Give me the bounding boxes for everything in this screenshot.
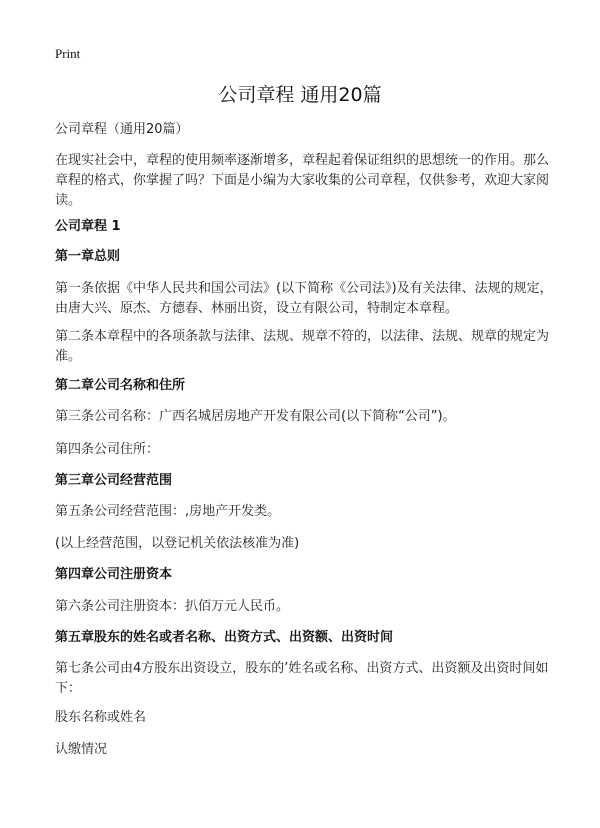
- article-5-paragraph: 第五条公司经营范围：,房地产开发类。: [55, 504, 281, 519]
- chapter-2-heading: 第二章公司名称和住所: [55, 378, 186, 393]
- article-7-paragraph: 第七条公司由4方股东出资设立，股东的’姓名或名称、出资方式、出资额及出资时间如下：: [55, 661, 549, 696]
- chapter-1-heading: 第一章总则: [55, 249, 121, 264]
- article-2-paragraph: 第二条本章程中的各项条款与法律、法规、规章不符的，以法律、法规、规章的规定为准。: [55, 329, 550, 364]
- article-6-paragraph: 第六条公司注册资本：扒佰万元人民币。: [55, 599, 290, 614]
- subscription-label: 认缴情况: [55, 742, 108, 757]
- page-title: 公司章程 通用20篇: [218, 84, 382, 106]
- article-4-paragraph: 第四条公司住所：: [55, 442, 160, 457]
- chapter-4-heading: 第四章公司注册资本: [55, 567, 173, 582]
- intro-paragraph: 在现实社会中，章程的使用频率逐渐增多，章程起着保证组织的思想统一的作用。那么章程的格式，你掌握了吗？下面是小编为大家收集的公司章程，仅供参考，欢迎大家阅读。: [55, 153, 550, 208]
- chapter-3-heading: 第三章公司经营范围: [55, 473, 173, 488]
- article-1-paragraph: 第一条依据《中华人民共和国公司法》(以下简称《公司法》)及有关法律、法规的规定，由唐大兴、原杰、方德春、林丽出资，设立有限公司，特制定本章程。: [55, 281, 553, 316]
- chapter-5-heading: 第五章股东的姓名或者名称、出资方式、出资额、出资时间: [55, 630, 394, 645]
- shareholder-name-label: 股东名称或姓名: [55, 710, 147, 725]
- scope-note: (以上经营范围，以登记机关依法核准为准): [55, 536, 300, 551]
- print-link[interactable]: Print: [55, 46, 81, 61]
- subtitle: 公司章程（通用20篇）: [55, 122, 189, 137]
- section-title: 公司章程 1: [55, 219, 121, 234]
- article-3-paragraph: 第三条公司名称：广西名城居房地产开发有限公司(以下简称“公司”)。: [55, 409, 456, 424]
